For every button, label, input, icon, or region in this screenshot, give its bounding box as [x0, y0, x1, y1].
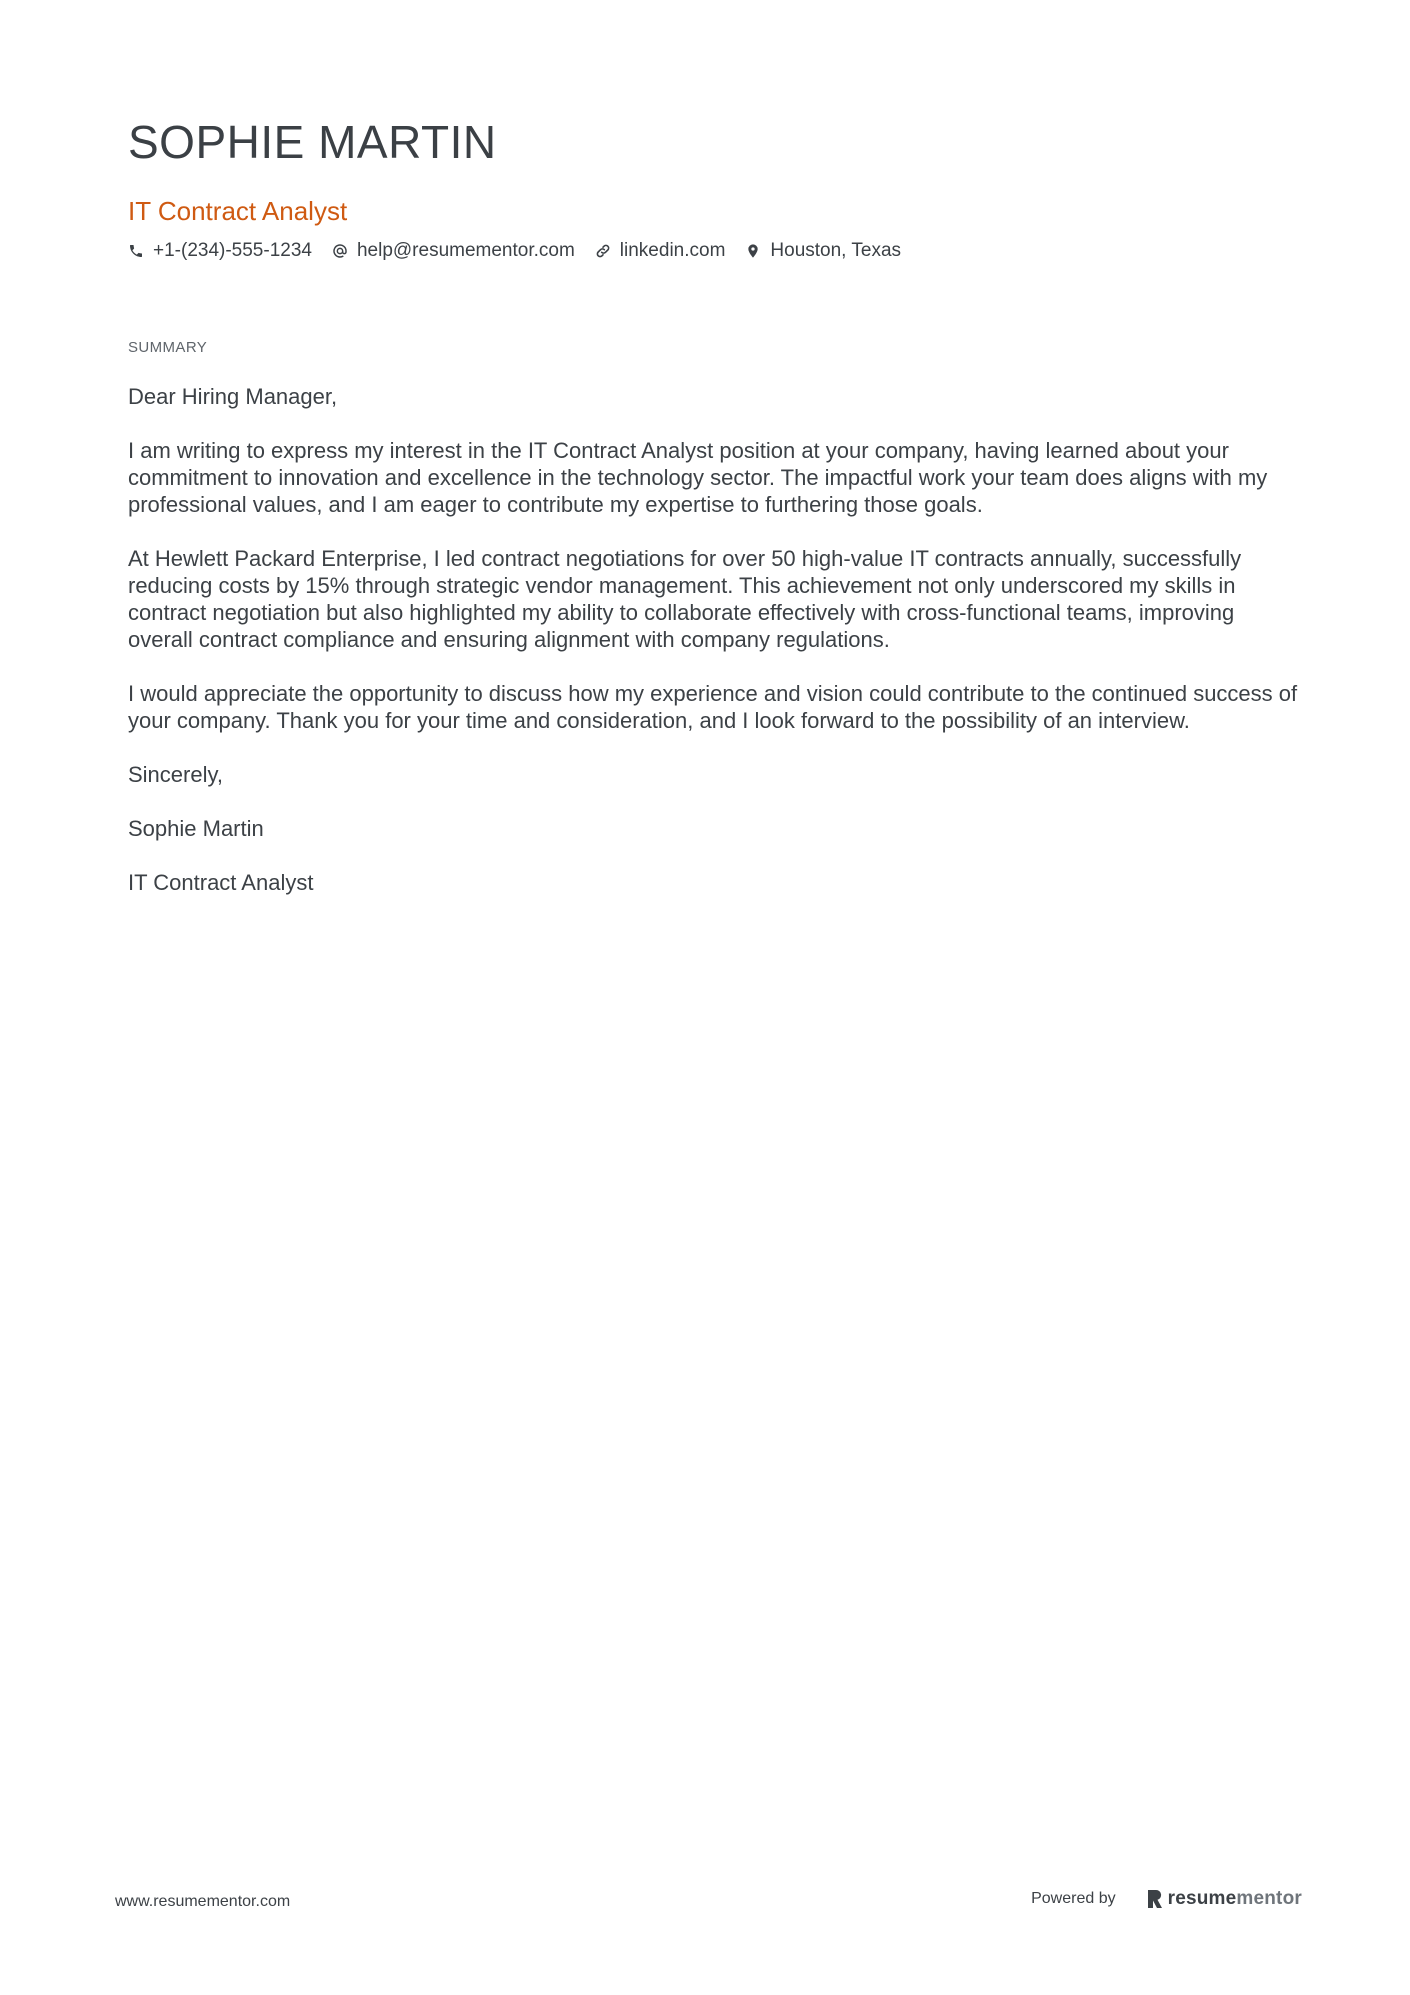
link-icon	[595, 243, 611, 259]
letter-paragraph: I would appreciate the opportunity to discuss how my experience and vision could contribute to the continued success of your company. Thank you for your time and consideration, and I look forward to the possibility of an interview.	[128, 681, 1298, 733]
powered-by-label: Powered by	[1031, 1890, 1116, 1907]
letter-paragraph: I am writing to express my interest in the IT Contract Analyst position at your company, having learned about your commitment to innovation and excellence in the technology sector. The impactful work your team does aligns with my professional values, and I am eager to contribute my expertise to furthering those goals.	[128, 438, 1268, 517]
brand-logo[interactable]	[1146, 1888, 1302, 1910]
contact-phone-text: +1-(234)-555-1234	[153, 240, 312, 261]
signature-title: IT Contract Analyst	[128, 870, 314, 895]
letter-greeting: Dear Hiring Manager,	[128, 384, 338, 409]
contact-linkedin-text[interactable]: linkedin.com	[619, 240, 726, 261]
signature-name: Sophie Martin	[128, 816, 264, 841]
contact-location-text: Houston, Texas	[770, 240, 902, 261]
footer-powered-by	[1031, 1888, 1302, 1910]
contact-phone	[128, 238, 312, 264]
at-icon	[332, 243, 348, 259]
letter-body	[128, 383, 1298, 923]
location-pin-icon	[745, 243, 761, 259]
resumementor-logo-icon	[1146, 1888, 1164, 1910]
candidate-role: IT Contract Analyst	[128, 196, 348, 226]
contact-email-text[interactable]: help@resumementor.com	[356, 240, 575, 261]
contact-linkedin[interactable]	[595, 238, 726, 264]
brand-name-part2: mentor	[1236, 1888, 1302, 1909]
section-label-summary: SUMMARY	[128, 339, 208, 356]
footer-website[interactable]: www.resumementor.com	[115, 1893, 291, 1910]
letter-closing: Sincerely,	[128, 762, 223, 787]
contact-bar	[128, 238, 1288, 264]
contact-location	[745, 238, 901, 264]
letter-paragraph: At Hewlett Packard Enterprise, I led contract negotiations for over 50 high-value IT contracts annually, successfully reducing costs by 15% through strategic vendor management. This achievement not only underscored my skills in contract negotiation but also highlighted my ability to collaborate effectively with cross-functional teams, improving overall contract compliance and ensuring alignment with company regulations.	[128, 546, 1242, 652]
phone-icon	[128, 243, 144, 259]
header	[128, 112, 1288, 264]
brand-name-part1: resume	[1167, 1888, 1237, 1909]
candidate-name: SOPHIE MARTIN	[128, 116, 497, 168]
contact-email[interactable]	[332, 238, 575, 264]
